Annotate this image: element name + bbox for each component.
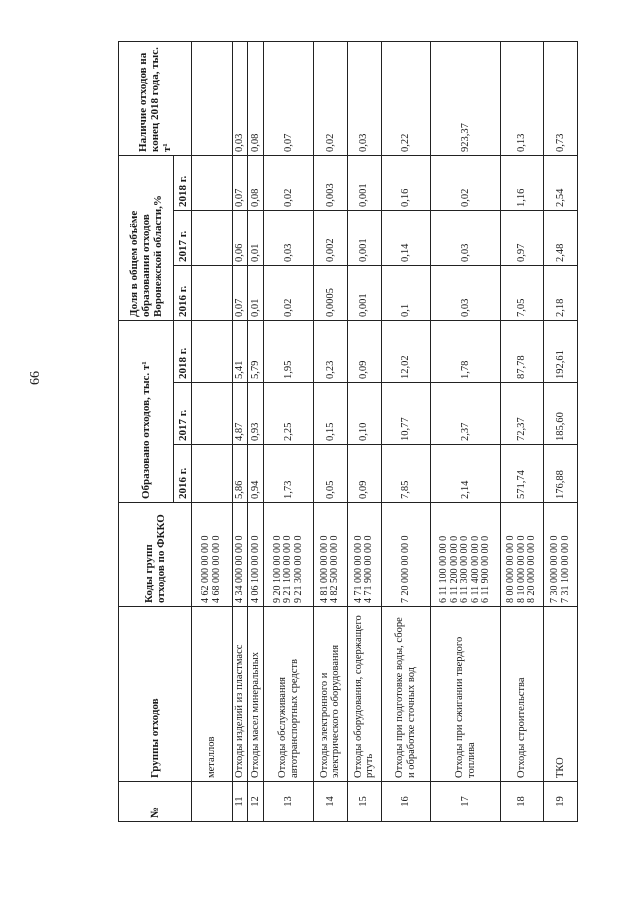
- row-group-name: Отходы при подготовке воды, сборе и обработке сточных вод: [381, 607, 431, 782]
- table-row: [248, 41, 264, 821]
- row-stock-2018: 0,02: [313, 41, 347, 155]
- table-row: [313, 41, 347, 821]
- row-share-2018: 0,08: [248, 155, 264, 210]
- row-stock-2018: 0,03: [347, 41, 381, 155]
- table-row: [264, 41, 314, 821]
- row-generated-2018: 12,02: [381, 320, 431, 382]
- row-share-2017: 0,03: [431, 210, 501, 265]
- table-row: [381, 41, 431, 821]
- row-number: 18: [501, 782, 544, 822]
- row-share-2016: [192, 265, 233, 320]
- row-share-2018: 0,16: [381, 155, 431, 210]
- row-share-2018: 0,07: [232, 155, 248, 210]
- row-generated-2017: 185,60: [544, 383, 578, 445]
- row-group-name: ТКО: [544, 607, 578, 782]
- row-generated-2018: 5,79: [248, 320, 264, 382]
- row-share-2017: 0,001: [347, 210, 381, 265]
- table-row: [232, 41, 248, 821]
- page-number: 66: [28, 371, 43, 385]
- row-share-2017: 0,14: [381, 210, 431, 265]
- row-generated-2018: 1,78: [431, 320, 501, 382]
- row-group-name: Отходы изделий из пластмасс: [232, 607, 248, 782]
- row-generated-2018: 87,78: [501, 320, 544, 382]
- header-num: №: [119, 782, 192, 822]
- rotated-table-container: [118, 42, 578, 822]
- row-share-2016: 0,03: [431, 265, 501, 320]
- table-row: [501, 41, 544, 821]
- row-stock-2018: 0,13: [501, 41, 544, 155]
- row-codes: 4 06 100 00 00 0: [248, 503, 264, 607]
- row-stock-2018: 0,03: [232, 41, 248, 155]
- header-generated-2016: 2016 г.: [174, 445, 192, 503]
- header-codes: Коды групп отходов по ФККО: [119, 503, 192, 607]
- table-row: [192, 41, 233, 821]
- row-generated-2016: 7,85: [381, 445, 431, 503]
- row-generated-2017: [192, 383, 233, 445]
- row-group-name: металлов: [192, 607, 233, 782]
- row-share-2017: 0,03: [264, 210, 314, 265]
- row-share-2016: 0,07: [232, 265, 248, 320]
- header-stock: Наличие отходов на конец 2018 года, тыс. т¹: [119, 41, 192, 155]
- row-generated-2016: 0,09: [347, 445, 381, 503]
- row-generated-2018: 0,09: [347, 320, 381, 382]
- header-share-2017: 2017 г.: [174, 210, 192, 265]
- row-generated-2016: 0,94: [248, 445, 264, 503]
- row-share-2017: 0,01: [248, 210, 264, 265]
- row-generated-2018: 192,61: [544, 320, 578, 382]
- row-share-2016: 0,02: [264, 265, 314, 320]
- row-codes: 7 30 000 00 00 0 7 31 100 00 00 0: [544, 503, 578, 607]
- row-number: 19: [544, 782, 578, 822]
- row-share-2018: 0,02: [264, 155, 314, 210]
- row-group-name: Отходы обслуживания автотранспортных средств: [264, 607, 314, 782]
- row-number: 11: [232, 782, 248, 822]
- row-number: [192, 782, 233, 822]
- row-share-2017: [192, 210, 233, 265]
- row-share-2016: 0,01: [248, 265, 264, 320]
- row-generated-2016: 5,86: [232, 445, 248, 503]
- row-number: 16: [381, 782, 431, 822]
- row-share-2018: [192, 155, 233, 210]
- row-share-2018: 1,16: [501, 155, 544, 210]
- row-number: 14: [313, 782, 347, 822]
- row-group-name: Отходы строительства: [501, 607, 544, 782]
- row-generated-2017: 4,87: [232, 383, 248, 445]
- row-share-2018: 0,02: [431, 155, 501, 210]
- row-codes: 9 20 100 00 00 0 9 21 100 00 00 0 9 21 300 00 00 0: [264, 503, 314, 607]
- row-generated-2018: 0,23: [313, 320, 347, 382]
- row-group-name: Отходы масел минеральных: [248, 607, 264, 782]
- row-share-2016: 0,0005: [313, 265, 347, 320]
- row-stock-2018: [192, 41, 233, 155]
- table-row: [431, 41, 501, 821]
- row-group-name: Отходы оборудования, содержащего ртуть: [347, 607, 381, 782]
- row-number: 13: [264, 782, 314, 822]
- header-generated: Образовано отходов, тыс. т¹: [119, 320, 174, 502]
- row-generated-2017: 0,93: [248, 383, 264, 445]
- row-codes: 4 81 000 00 00 0 4 82 500 00 00 0: [313, 503, 347, 607]
- row-share-2017: 2,48: [544, 210, 578, 265]
- row-share-2017: 0,97: [501, 210, 544, 265]
- row-generated-2017: 0,10: [347, 383, 381, 445]
- row-share-2016: 0,001: [347, 265, 381, 320]
- header-generated-2018: 2018 г.: [174, 320, 192, 382]
- row-share-2017: 0,002: [313, 210, 347, 265]
- table-row: [347, 41, 381, 821]
- row-codes: 4 71 000 00 00 0 4 71 900 00 00 0: [347, 503, 381, 607]
- row-generated-2017: 72,37: [501, 383, 544, 445]
- row-generated-2018: 1,95: [264, 320, 314, 382]
- row-share-2018: 2,54: [544, 155, 578, 210]
- row-codes: 4 34 000 00 00 0: [232, 503, 248, 607]
- row-generated-2016: 0,05: [313, 445, 347, 503]
- table-body: [192, 41, 578, 821]
- header-group: Группы отходов: [119, 607, 192, 782]
- row-share-2018: 0,003: [313, 155, 347, 210]
- row-stock-2018: 0,08: [248, 41, 264, 155]
- header-generated-2017: 2017 г.: [174, 383, 192, 445]
- row-generated-2016: 2,14: [431, 445, 501, 503]
- table-row: [544, 41, 578, 821]
- row-share-2018: 0,001: [347, 155, 381, 210]
- row-generated-2017: 10,77: [381, 383, 431, 445]
- header-share: Доля в общем объёме образования отходов Воронежской области,%: [119, 155, 174, 320]
- row-number: 12: [248, 782, 264, 822]
- row-generated-2018: [192, 320, 233, 382]
- row-generated-2016: [192, 445, 233, 503]
- row-generated-2018: 5,41: [232, 320, 248, 382]
- row-stock-2018: 923,37: [431, 41, 501, 155]
- row-group-name: Отходы электронного и электрического оборудования: [313, 607, 347, 782]
- row-generated-2016: 1,73: [264, 445, 314, 503]
- row-stock-2018: 0,22: [381, 41, 431, 155]
- waste-table: [118, 41, 578, 822]
- row-codes: 7 20 000 00 00 0: [381, 503, 431, 607]
- row-generated-2017: 2,37: [431, 383, 501, 445]
- row-share-2016: 2,18: [544, 265, 578, 320]
- row-codes: 6 11 100 00 00 0 6 11 200 00 00 0 6 11 300 00 00 0 6 11 400 00 00 0 6 11 900 00 00 0: [431, 503, 501, 607]
- row-generated-2017: 0,15: [313, 383, 347, 445]
- row-group-name: Отходы при сжигании твердого топлива: [431, 607, 501, 782]
- row-number: 15: [347, 782, 381, 822]
- row-generated-2016: 176,88: [544, 445, 578, 503]
- row-share-2017: 0,06: [232, 210, 248, 265]
- row-stock-2018: 0,73: [544, 41, 578, 155]
- row-generated-2017: 2,25: [264, 383, 314, 445]
- header-share-2016: 2016 г.: [174, 265, 192, 320]
- row-stock-2018: 0,07: [264, 41, 314, 155]
- row-share-2016: 7,05: [501, 265, 544, 320]
- row-codes: 8 00 000 00 00 0 8 10 000 00 00 0 8 20 000 00 00 0: [501, 503, 544, 607]
- row-codes: 4 62 000 00 00 0 4 68 000 00 00 0: [192, 503, 233, 607]
- row-share-2016: 0,1: [381, 265, 431, 320]
- header-share-2018: 2018 г.: [174, 155, 192, 210]
- row-number: 17: [431, 782, 501, 822]
- row-generated-2016: 571,74: [501, 445, 544, 503]
